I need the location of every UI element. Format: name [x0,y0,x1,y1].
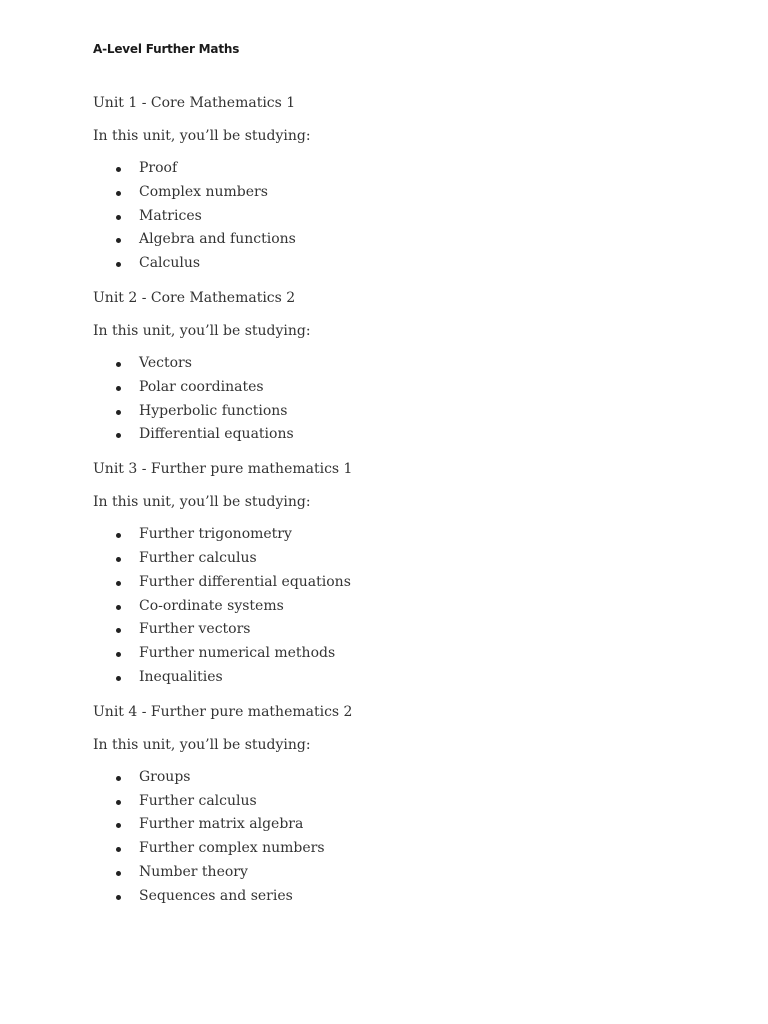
document-body [93,91,713,919]
topic-label: Further calculus [139,792,257,809]
document-title: A-Level Further Maths [93,42,240,56]
unit-intro: In this unit, you’ll be studying: [93,322,311,339]
topic-label: Groups [139,768,191,785]
topic-list-item [93,861,713,885]
topic-list [93,766,713,909]
bullet-icon [116,191,121,196]
unit-intro: In this unit, you’ll be studying: [93,736,311,753]
topic-label: Differential equations [139,426,294,443]
bullet-icon [116,871,121,876]
topic-list-item [93,547,713,571]
topic-label: Vectors [139,354,192,371]
topic-label: Inequalities [139,668,223,685]
topic-label: Co-ordinate systems [139,597,284,614]
unit-title: Unit 4 - Further pure mathematics 2 [93,703,353,720]
topic-label: Further vectors [139,621,251,638]
topic-list-item [93,228,713,252]
unit-intro: In this unit, you’ll be studying: [93,128,311,144]
topic-list-item [93,766,713,790]
topic-label: Further calculus [139,549,257,566]
topic-label: Number theory [139,863,248,880]
topic-list-item [93,666,713,690]
topic-list-item [93,252,713,276]
topic-list-item [93,595,713,619]
topic-label: Proof [139,160,178,176]
topic-label: Polar coordinates [139,378,264,395]
unit-intro: In this unit, you’ll be studying: [93,494,311,511]
topic-list-item [93,423,713,447]
bullet-icon [116,557,121,562]
topic-label: Further trigonometry [139,526,292,543]
topic-list-item [93,885,713,909]
topic-label: Complex numbers [139,183,268,200]
bullet-icon [116,823,121,828]
unit-section-4 [93,700,713,909]
topic-list [93,523,713,690]
topic-list-item [93,376,713,400]
topic-label: Calculus [139,255,201,272]
bullet-icon [116,628,121,633]
bullet-icon [116,652,121,657]
bullet-icon [116,262,121,267]
bullet-icon [116,433,121,438]
bullet-icon [116,167,121,172]
topic-list-item [93,352,713,376]
topic-label: Sequences and series [139,887,293,904]
bullet-icon [116,581,121,586]
topic-label: Further matrix algebra [139,816,304,833]
topic-label: Further numerical methods [139,645,336,662]
topic-label: Algebra and functions [139,231,296,248]
bullet-icon [116,676,121,681]
unit-section-1 [93,91,713,276]
bullet-icon [116,410,121,415]
topic-list-item [93,618,713,642]
topic-label: Matrices [139,207,202,224]
topic-list-item [93,837,713,861]
topic-label: Further differential equations [139,573,351,590]
bullet-icon [116,847,121,852]
bullet-icon [116,895,121,900]
bullet-icon [116,238,121,243]
unit-title: Unit 1 - Core Mathematics 1 [93,95,296,111]
topic-list-item [93,790,713,814]
topic-label: Hyperbolic functions [139,402,288,419]
topic-label: Further complex numbers [139,840,325,857]
unit-title: Unit 2 - Core Mathematics 2 [93,289,296,306]
bullet-icon [116,605,121,610]
bullet-icon [116,776,121,781]
bullet-icon [116,533,121,538]
bullet-icon [116,386,121,391]
unit-section-2 [93,286,713,447]
topic-list-item [93,642,713,666]
bullet-icon [116,800,121,805]
bullet-icon [116,215,121,220]
topic-list-item [93,205,713,229]
topic-list-item [93,523,713,547]
topic-list-item [93,400,713,424]
topic-list [93,352,713,447]
topic-list-item [93,571,713,595]
unit-title: Unit 3 - Further pure mathematics 1 [93,461,353,478]
topic-list [93,157,713,276]
bullet-icon [116,362,121,367]
unit-section-3 [93,457,713,690]
topic-list-item [93,181,713,205]
topic-list-item [93,813,713,837]
topic-list-item [93,157,713,181]
